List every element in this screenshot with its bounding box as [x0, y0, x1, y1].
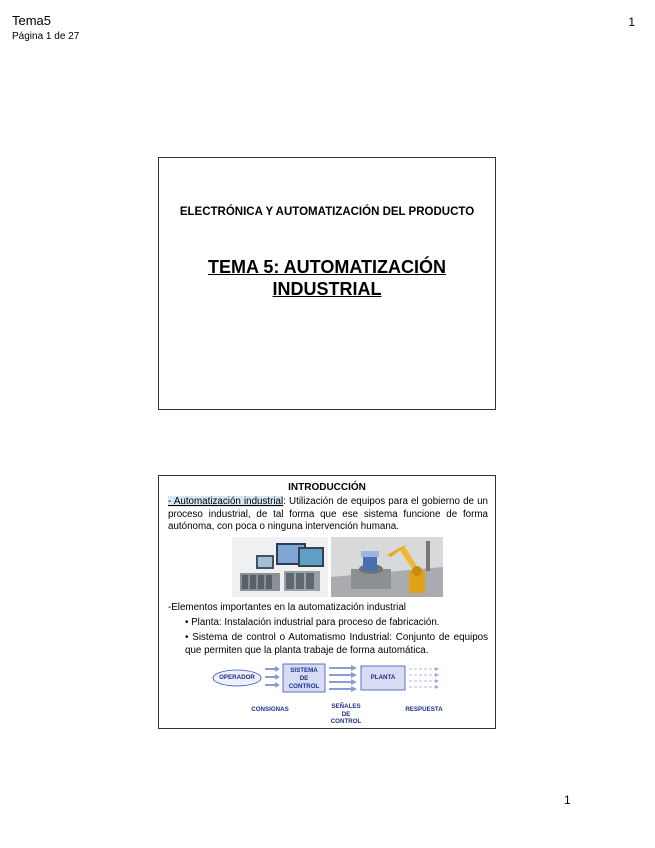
- intro-text: : Utilización de equipos para el gobierno de un proceso industrial, de tal forma que ese sistema funcione de forma autónoma, con poca o ninguna intervención humana.: [168, 496, 489, 532]
- slide-heading: INTRODUCCIÓN: [288, 482, 366, 493]
- intro-term: - Automatización industrial: [168, 496, 284, 507]
- consignas-label: CONSIGNAS: [251, 706, 289, 713]
- page-indicator: Página 1 de 27: [12, 31, 80, 42]
- slide-topic-title: [179, 256, 475, 300]
- senales-control-label: SEÑALES DE CONTROL: [330, 703, 362, 725]
- topic-line-1: TEMA 5: AUTOMATIZACIÓN: [208, 257, 446, 277]
- header-page-number: 1: [628, 15, 635, 29]
- footer-page-number: 1: [564, 793, 571, 807]
- control-system-diagram: [209, 661, 449, 731]
- operador-label: OPERADOR: [219, 674, 255, 681]
- topic-line-2: INDUSTRIAL: [272, 279, 382, 299]
- slide-course-name: ELECTRÓNICA Y AUTOMATIZACIÓN DEL PRODUCTO: [179, 206, 475, 218]
- planta-label: PLANTA: [370, 674, 396, 681]
- plc-equipment-image: [232, 537, 328, 597]
- industrial-robot-image: [331, 537, 443, 597]
- bullet-control-system: • Sistema de control o Automatismo Industrial: Conjunto de equipos que permiten que la planta trabaje de forma automática.: [185, 632, 488, 656]
- document-title: Tema5: [12, 13, 52, 28]
- sistema-control-label: SISTEMA DE CONTROL: [288, 667, 320, 690]
- respuesta-label: RESPUESTA: [405, 706, 443, 713]
- elements-title: -Elementos importantes en la automatización industrial: [168, 602, 406, 613]
- slide-title: [158, 157, 496, 410]
- slide-introduction: [158, 475, 496, 729]
- bullet-planta: • Planta: Instalación industrial para proceso de fabricación.: [185, 617, 440, 628]
- intro-paragraph: [168, 496, 488, 534]
